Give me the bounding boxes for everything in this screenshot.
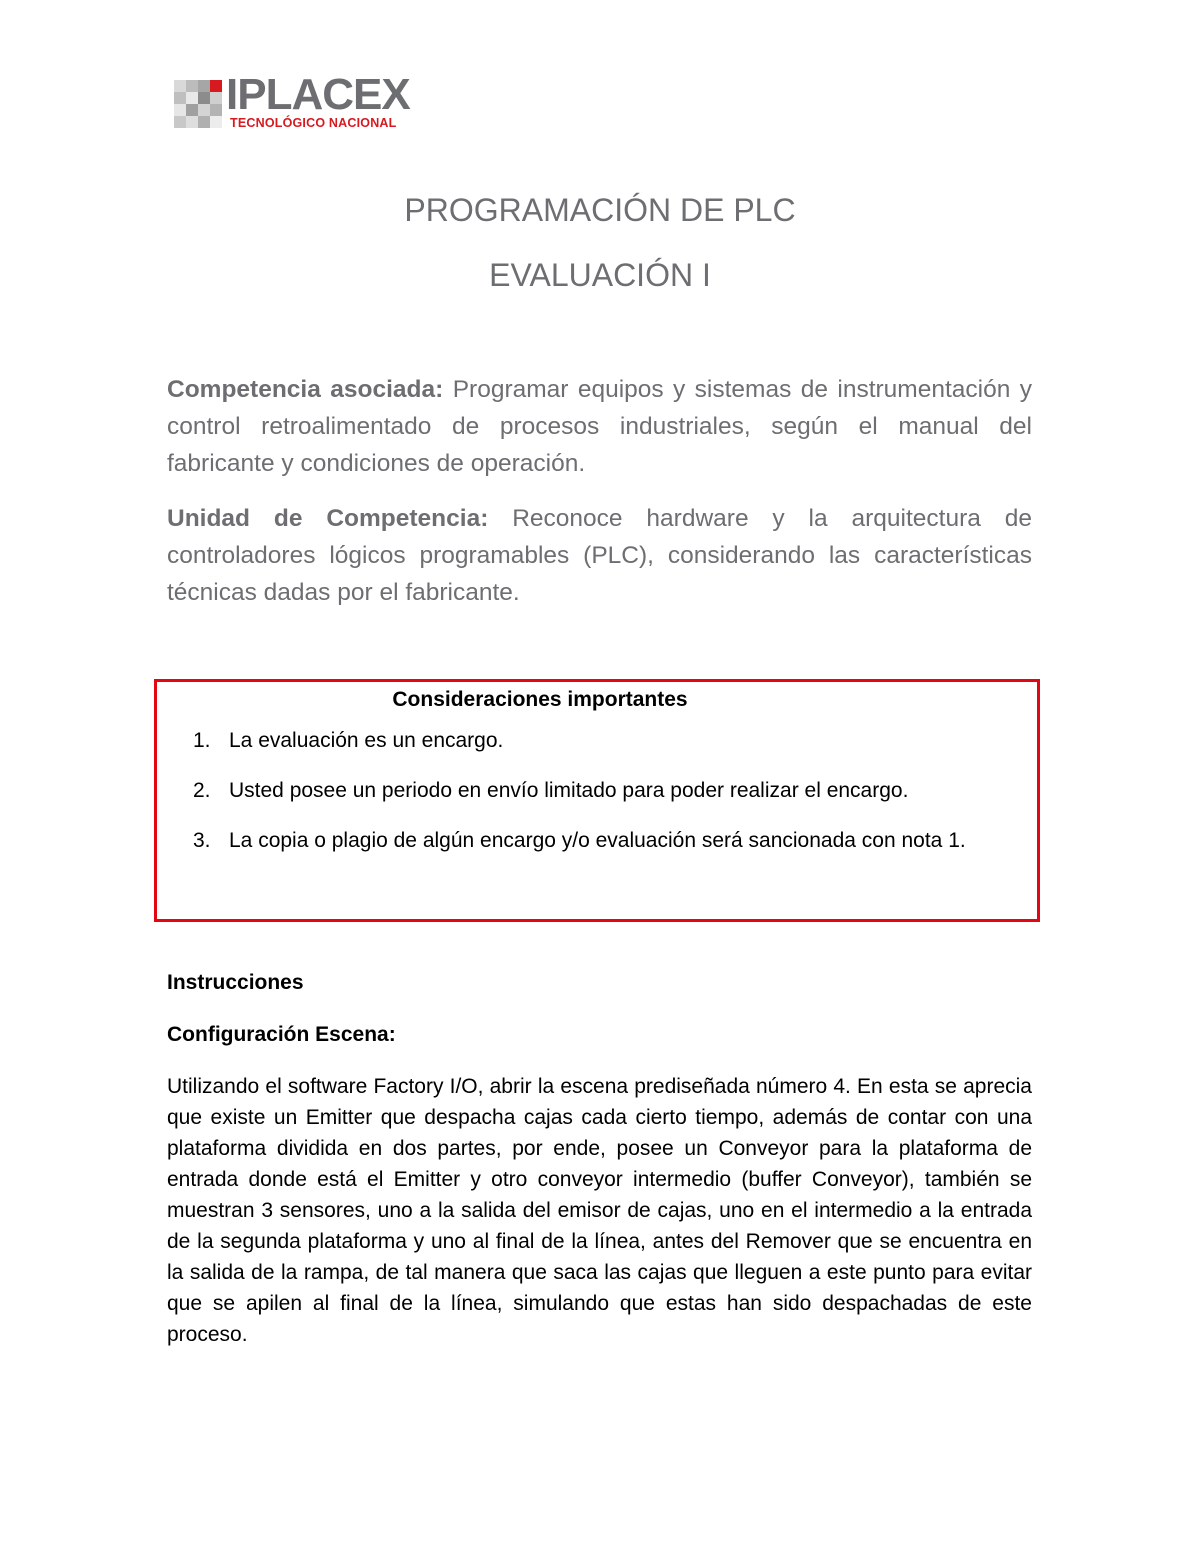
scene-config-heading: Configuración Escena:: [167, 1023, 396, 1046]
list-item-number: 2.: [193, 779, 211, 802]
document-title: PROGRAMACIÓN DE PLC: [404, 192, 796, 228]
list-item-text: La copia o plagio de algún encargo y/o evaluación será sancionada con nota 1.: [229, 829, 966, 852]
iplacex-logo: [174, 70, 414, 132]
unidad-text: Reconoce hardware y la arquitectura de controladores lógicos programables (PLC), considerando las características técnicas dadas por el fabricante.: [167, 505, 1032, 606]
list-item: [193, 776, 1029, 806]
logo-name: IPLACEX: [226, 70, 410, 119]
list-item-number: 3.: [193, 829, 211, 852]
unidad-label: Unidad de Competencia:: [167, 505, 489, 532]
considerations-box: [154, 679, 1040, 922]
logo-tagline: TECNOLÓGICO NACIONAL: [230, 116, 397, 130]
list-item: [193, 726, 1029, 756]
instructions-body: Utilizando el software Factory I/O, abrir la escena prediseñada número 4. En esta se aprecia que existe un Emitter que despacha cajas cada cierto tiempo, además de contar con una plataforma dividida en dos partes, por ende, posee un Conveyor para la plataforma de entrada donde está el Emitter y otro conveyor intermedio (buffer Conveyor), también se muestran 3 sensores, uno a la salida del emisor de cajas, uno en el intermedio a la entrada de la segunda plataforma y uno al final de la línea, antes del Remover que se encuentra en la salida de la rampa, de tal manera que saca las cajas que lleguen a este punto para evitar que se apilen al final de la línea, simulando que estas han sido despachadas de este proceso.: [167, 1075, 1032, 1346]
logo-grid-icon: [174, 80, 226, 130]
instructions-heading: Instrucciones: [167, 971, 304, 994]
unidad-paragraph: [167, 500, 1032, 611]
document-subtitle: EVALUACIÓN I: [489, 257, 711, 293]
considerations-list: [193, 726, 1029, 876]
list-item: [193, 826, 1029, 856]
competencia-label: Competencia asociada:: [167, 376, 444, 403]
list-item-text: La evaluación es un encargo.: [229, 729, 504, 752]
competencia-text: Programar equipos y sistemas de instrumentación y control retroalimentado de procesos industriales, según el manual del fabricante y condiciones de operación.: [167, 376, 1032, 477]
competencia-paragraph: [167, 371, 1032, 482]
list-item-number: 1.: [193, 729, 211, 752]
list-item-text: Usted posee un periodo en envío limitado para poder realizar el encargo.: [229, 779, 909, 802]
considerations-title: Consideraciones importantes: [392, 688, 688, 711]
